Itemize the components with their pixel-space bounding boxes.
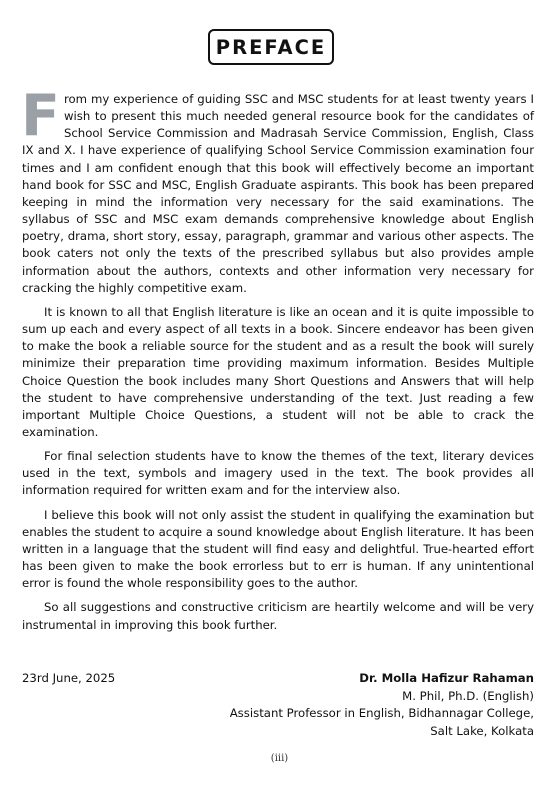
- paragraph-3: For final selection students have to know the themes of the text, literary devices used in the text, symbols and imagery used in the text. The book provides all information required for written exam and for the interview also.: [22, 449, 534, 498]
- signature-block: [22, 670, 534, 740]
- author-degrees: M. Phil, Ph.D. (English): [402, 688, 534, 703]
- paragraph-1-text: rom my experience of guiding SSC and MSC students for at least twenty years I wish to present this much needed general resource book for the candidates of School Service Commission and Madrasah Service Commission, English, Class IX and X. I have experience of qualifying School Service Commission examination four times and I am confident enough that this book will effectively become an important hand book for SSC and MSC, English Graduate aspirants. This book has been prepared keeping in mind the information very necessary for the said examinations. The syllabus of SSC and MSC exam demands comprehensive knowledge about English poetry, drama, short story, essay, paragraph, grammar and various other aspects. The book caters not only the texts of the prescribed syllabus but also provides ample information about the authors, contexts and other information very necessary for cracking the highly competitive exam.: [22, 92, 534, 295]
- paragraph-5: So all suggestions and constructive criticism are heartily welcome and will be very instrumental in improving this book further.: [22, 600, 534, 632]
- preface-title-box: [208, 29, 334, 65]
- paragraph-2: It is known to all that English literature is like an ocean and it is quite impossible to sum up each and every aspect of all texts in a book. Sincere endeavor has been given to make the book a reliable source for the student and as a result the book will surely minimize their preparation time providing maximum information. Besides Multiple Choice Question the book includes many Short Questions and Answers that will help the student to have comprehensive understanding of the text. Just reading a few important Multiple Choice Questions, a student will not be able to crack the examination.: [22, 304, 534, 439]
- author-name: Dr. Molla Hafizur Rahaman: [359, 671, 534, 685]
- preface-body: [21, 83, 534, 641]
- signature-date: 23rd June, 2025: [22, 671, 116, 685]
- author-position: Assistant Professor in English, Bidhannagar College,: [229, 706, 534, 721]
- paragraph-4: I believe this book will not only assist the student in qualifying the examination but enables the student to acquire a sound knowledge about English literature. It has been written in a language that the student will find easy and delightful. True-hearted effort has been given to make the book errorless but to err is human. If any unintentional error is found the whole responsibility goes to the author.: [22, 507, 534, 591]
- drop-cap-letter: F: [21, 83, 60, 149]
- page-number: (iii): [270, 753, 289, 764]
- author-location: Salt Lake, Kolkata: [430, 723, 534, 738]
- page-title: PREFACE: [215, 35, 327, 59]
- paragraph-1: [21, 83, 534, 297]
